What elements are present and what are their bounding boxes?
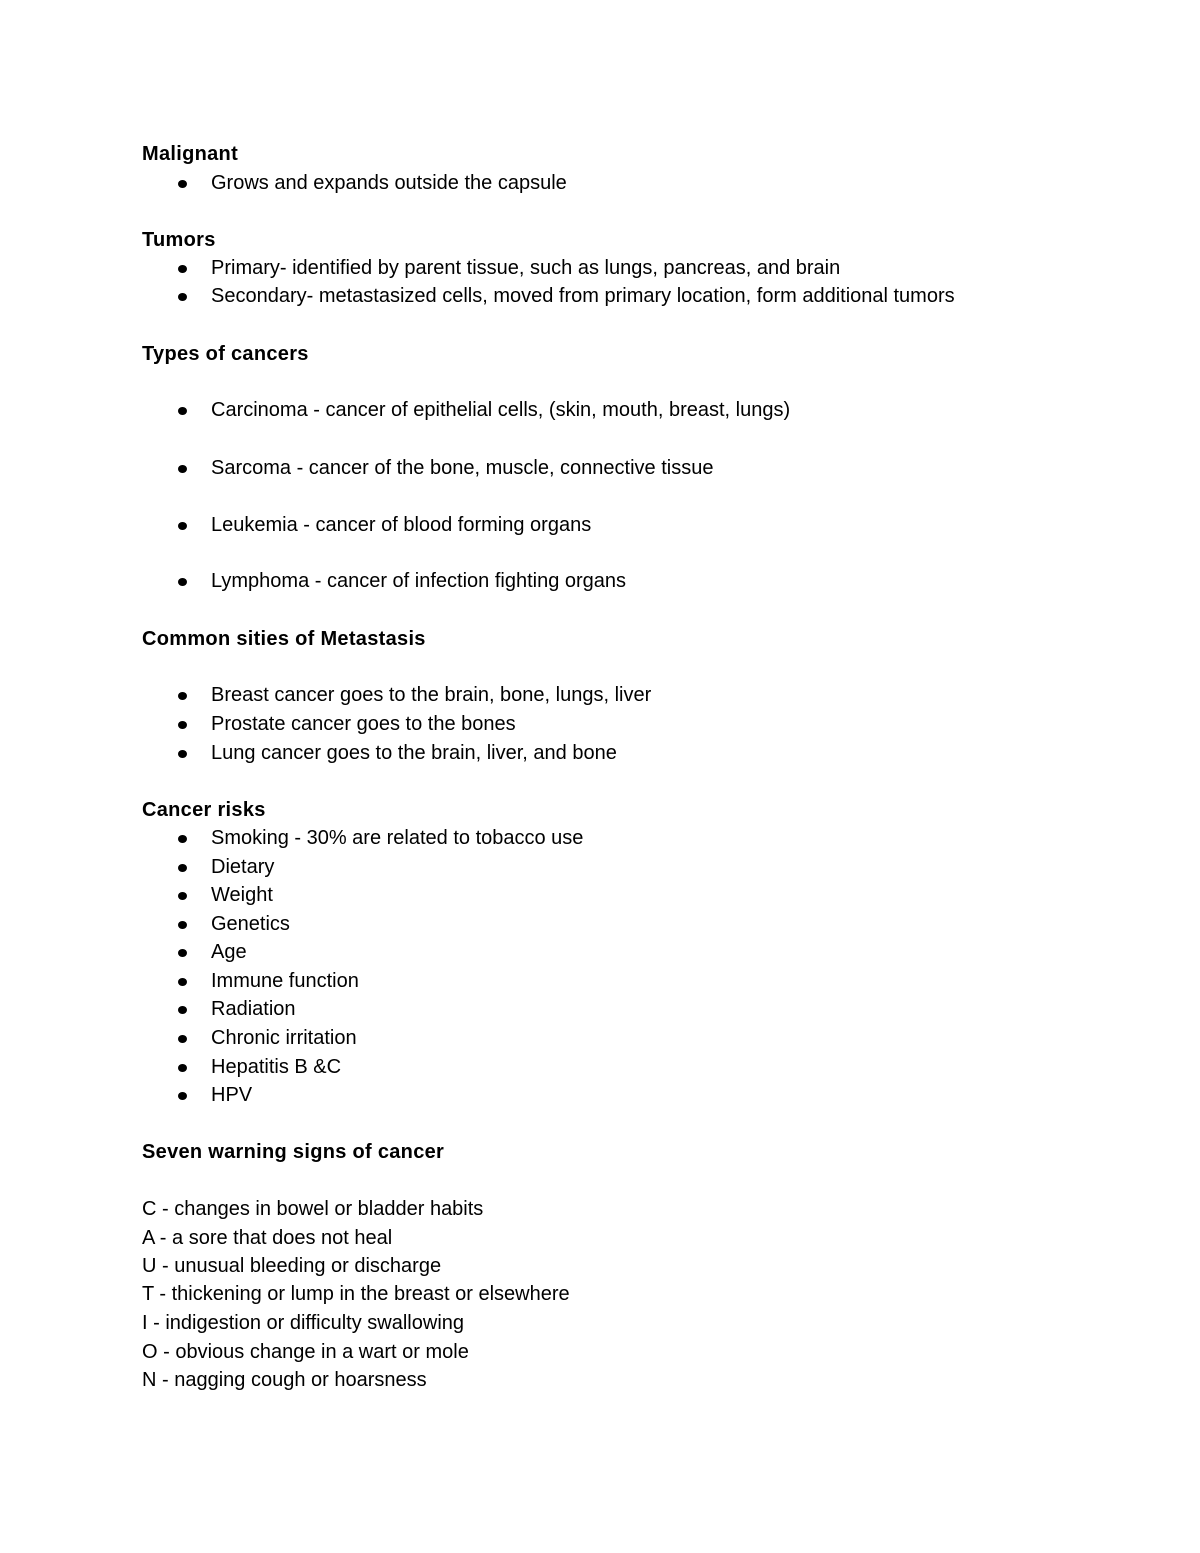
bullet-icon bbox=[178, 1092, 187, 1100]
list-item: Carcinoma - cancer of epithelial cells, (skin, mouth, breast, lungs) bbox=[211, 399, 791, 421]
warning-line: T - thickening or lump in the breast or elsewhere bbox=[142, 1283, 570, 1305]
bullet-icon bbox=[178, 522, 187, 530]
heading-metastasis: Common sities of Metastasis bbox=[142, 628, 426, 650]
list-item: Weight bbox=[211, 884, 273, 906]
warning-line: I - indigestion or difficulty swallowing bbox=[142, 1312, 465, 1334]
bullet-icon bbox=[178, 1035, 187, 1043]
heading-cancer-risks: Cancer risks bbox=[142, 799, 266, 821]
list-item: Sarcoma - cancer of the bone, muscle, connective tissue bbox=[211, 457, 714, 479]
list-item: Lung cancer goes to the brain, liver, and bone bbox=[211, 742, 617, 764]
list-item: Genetics bbox=[211, 913, 290, 935]
list-item: Lymphoma - cancer of infection fighting organs bbox=[211, 570, 627, 592]
heading-warning-signs: Seven warning signs of cancer bbox=[142, 1141, 445, 1163]
warning-line: C - changes in bowel or bladder habits bbox=[142, 1198, 484, 1220]
bullet-icon bbox=[178, 750, 187, 758]
bullet-icon bbox=[178, 921, 187, 929]
heading-types-of-cancers: Types of cancers bbox=[142, 343, 309, 365]
list-item: Immune function bbox=[211, 970, 359, 992]
bullet-icon bbox=[178, 892, 187, 900]
bullet-icon bbox=[178, 949, 187, 957]
list-item: Secondary- metastasized cells, moved from primary location, form additional tumors bbox=[211, 285, 955, 307]
list-item: Primary- identified by parent tissue, such as lungs, pancreas, and brain bbox=[211, 257, 841, 279]
bullet-icon bbox=[178, 293, 187, 301]
warning-line: A - a sore that does not heal bbox=[142, 1227, 393, 1249]
bullet-icon bbox=[178, 692, 187, 700]
bullet-icon bbox=[178, 180, 187, 188]
list-item: Grows and expands outside the capsule bbox=[211, 172, 567, 194]
bullet-icon bbox=[178, 265, 187, 273]
heading-malignant: Malignant bbox=[142, 143, 239, 165]
list-item: Chronic irritation bbox=[211, 1027, 357, 1049]
list-item: Age bbox=[211, 941, 247, 963]
bullet-icon bbox=[178, 578, 187, 586]
warning-line: U - unusual bleeding or discharge bbox=[142, 1255, 442, 1277]
list-item: Smoking - 30% are related to tobacco use bbox=[211, 827, 584, 849]
list-item: HPV bbox=[211, 1084, 253, 1106]
bullet-icon bbox=[178, 721, 187, 729]
list-item: Hepatitis B &C bbox=[211, 1056, 342, 1078]
list-item: Leukemia - cancer of blood forming organs bbox=[211, 514, 592, 536]
warning-line: N - nagging cough or hoarsness bbox=[142, 1369, 427, 1391]
bullet-icon bbox=[178, 465, 187, 473]
heading-tumors: Tumors bbox=[142, 229, 216, 251]
list-item: Breast cancer goes to the brain, bone, lungs, liver bbox=[211, 684, 652, 706]
list-item: Radiation bbox=[211, 998, 296, 1020]
warning-line: O - obvious change in a wart or mole bbox=[142, 1341, 469, 1363]
list-item: Prostate cancer goes to the bones bbox=[211, 713, 516, 735]
list-item: Dietary bbox=[211, 856, 275, 878]
bullet-icon bbox=[178, 1064, 187, 1072]
bullet-icon bbox=[178, 407, 187, 415]
bullet-icon bbox=[178, 1006, 187, 1014]
bullet-icon bbox=[178, 978, 187, 986]
bullet-icon bbox=[178, 835, 187, 843]
bullet-icon bbox=[178, 864, 187, 872]
